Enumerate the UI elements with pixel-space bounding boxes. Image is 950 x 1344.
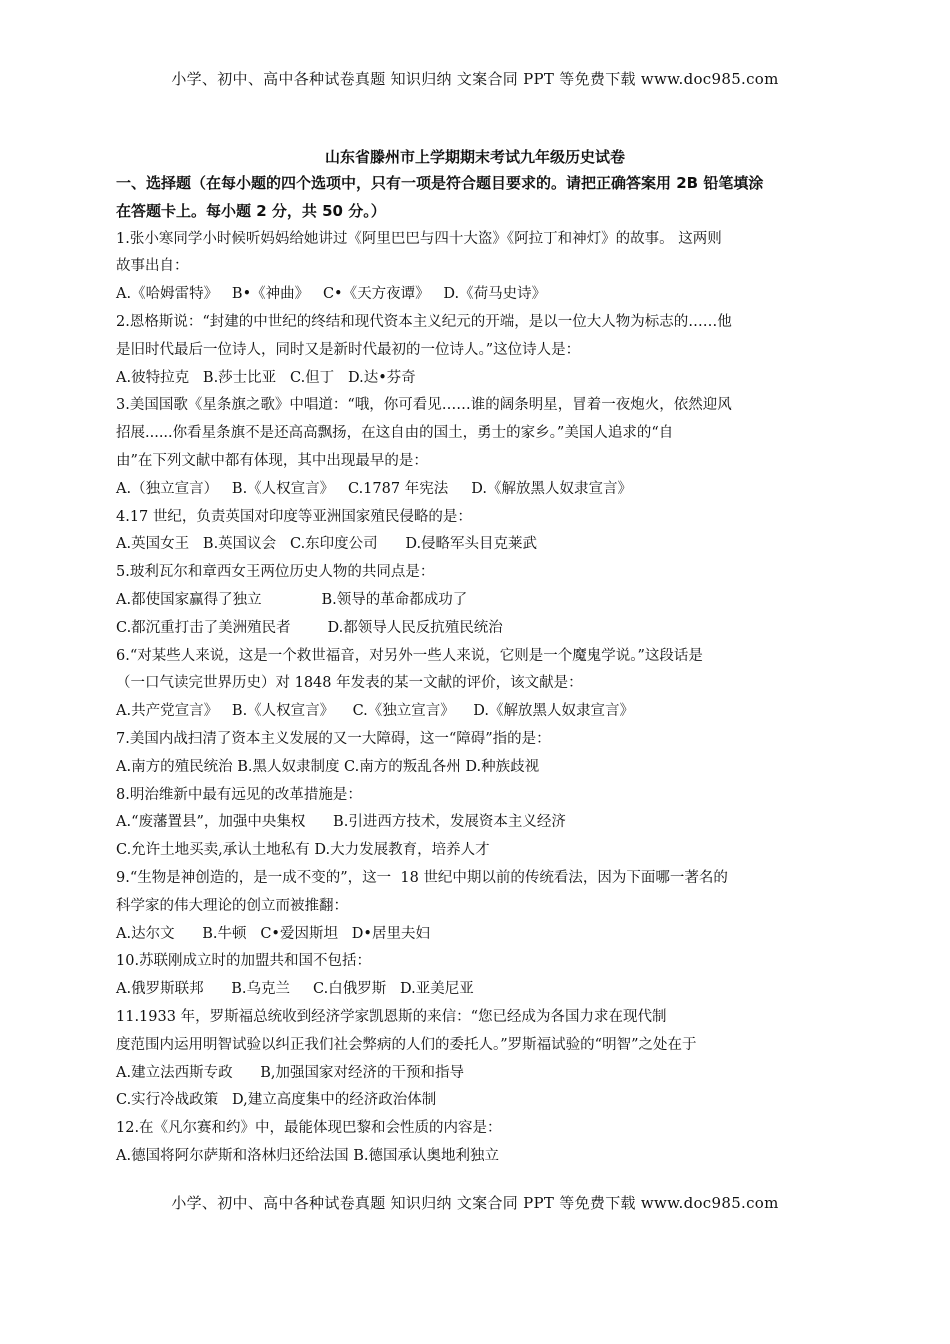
question-options-line: C.允许土地买卖,承认土地私有 D.大力发展教育，培养人才 <box>116 842 490 859</box>
question-options-line: A.英国女王 B.英国议会 C.东印度公司 D.侵略军头目克莱武 <box>116 536 538 553</box>
question-list <box>116 226 836 1171</box>
question-item <box>116 1115 836 1171</box>
question-stem-line: 是旧时代最后一位诗人，同时又是新时代最初的一位诗人。”这位诗人是： <box>116 341 581 358</box>
question-stem-line: 由”在下列文献中都有体现，其中出现最早的是： <box>116 452 428 469</box>
question-stem-line: 度范围内运用明智试验以纠正我们社会弊病的人们的委托人。”罗斯福试验的“明智”之处在于 <box>116 1036 697 1053</box>
question-options-line: C.实行冷战政策 D,建立高度集中的经济政治体制 <box>116 1092 437 1109</box>
question-options-line: C.都沉重打击了美洲殖民者 D.都领导人民反抗殖民统治 <box>116 619 503 636</box>
question-stem-line: 1.张小寒同学小时候听妈妈给她讲过《阿里巴巴与四十大盗》《阿拉丁和神灯》的故事。 这两则 <box>116 230 722 247</box>
question-stem-line: 9.“生物是神创造的，是一成不变的”，这一 18 世纪中期以前的传统看法，因为下面哪一著名的 <box>116 869 728 886</box>
question-options-line: A.“废藩置县”，加强中央集权 B.引进西方技术，发展资本主义经济 <box>116 814 566 831</box>
question-item <box>116 309 836 392</box>
question-stem-line: （一口气读完世界历史）对 1848 年发表的某一文献的评价，该文献是： <box>116 675 583 692</box>
question-stem-line: 故事出自： <box>116 258 189 275</box>
question-stem-line: 12.在《凡尔赛和约》中，最能体现巴黎和会性质的内容是： <box>116 1120 502 1137</box>
question-options-line: A.共产党宣言》 B.《人权宣言》 C.《独立宣言》 D.《解放黑人奴隶宣言》 <box>116 703 634 720</box>
question-item <box>116 726 836 782</box>
question-item <box>116 865 836 948</box>
question-stem-line: 5.玻利瓦尔和章西女王两位历史人物的共同点是： <box>116 564 435 581</box>
question-item <box>116 782 836 865</box>
question-item <box>116 392 836 503</box>
page-header: 小学、初中、高中各种试卷真题 知识归纳 文案合同 PPT 等免费下载 www.doc985.com <box>171 70 779 88</box>
question-options-line: A.《哈姆雷特》 B•《神曲》 C•《天方夜谭》 D.《荷马史诗》 <box>116 286 547 303</box>
page-footer: 小学、初中、高中各种试卷真题 知识归纳 文案合同 PPT 等免费下载 www.doc985.com <box>171 1194 779 1212</box>
question-item <box>116 643 836 726</box>
question-stem-line: 2.恩格斯说：“封建的中世纪的终结和现代资本主义纪元的开端，是以一位大人物为标志的……他 <box>116 313 732 330</box>
section-heading-line: 在答题卡上。每小题 2 分，共 50 分。） <box>116 201 386 220</box>
question-stem-line: 7.美国内战扫清了资本主义发展的又一大障碍，这一“障碍”指的是： <box>116 730 551 747</box>
question-item <box>116 559 836 642</box>
question-options-line: A.德国将阿尔萨斯和洛林归还给法国 B.德国承认奥地利独立 <box>116 1147 499 1164</box>
question-item <box>116 504 836 560</box>
question-stem-line: 科学家的伟大理论的创立而被推翻： <box>116 897 348 914</box>
question-item <box>116 226 836 309</box>
question-options-line: A.都使国家赢得了独立 B.领导的革命都成功了 <box>116 591 468 608</box>
question-stem-line: 10.苏联刚成立时的加盟共和国不包括： <box>116 953 372 970</box>
question-options-line: A.建立法西斯专政 B,加强国家对经济的干预和指导 <box>116 1064 464 1081</box>
question-options-line: A.（独立宣言） B.《人权宣言》 C.1787 年宪法 D.《解放黑人奴隶宣言》 <box>116 480 632 497</box>
document-title: 山东省滕州市上学期期末考试九年级历史试卷 <box>324 148 625 166</box>
question-item <box>116 1004 836 1115</box>
question-stem-line: 11.1933 年，罗斯福总统收到经济学家凯恩斯的来信：“您已经成为各国力求在现代制 <box>116 1008 667 1025</box>
question-options-line: A.彼特拉克 B.莎士比亚 C.但丁 D.达•芬奇 <box>116 369 416 386</box>
section-heading <box>116 170 836 226</box>
question-options-line: A.俄罗斯联邦 B.乌克兰 C.白俄罗斯 D.亚美尼亚 <box>116 981 474 998</box>
question-stem-line: 8.明治维新中最有远见的改革措施是： <box>116 786 362 803</box>
question-stem-line: 4.17 世纪，负责英国对印度等亚洲国家殖民侵略的是： <box>116 508 472 525</box>
question-stem-line: 招展......你看星条旗不是还高高飘扬，在这自由的国土，勇士的家乡。”美国人追求的“自 <box>116 425 674 442</box>
section-heading-line: 一、选择题（在每小题的四个选项中，只有一项是符合题目要求的。请把正确答案用 2B 铅笔填涂 <box>116 174 764 192</box>
question-options-line: A.达尔文 B.牛顿 C•爱因斯坦 D•居里夫妇 <box>116 925 430 942</box>
question-stem-line: 3.美国国歌《星条旗之歌》中唱道：“哦，你可看见……谁的阔条明星，冒着一夜炮火，依然迎风 <box>116 397 732 414</box>
question-item <box>116 948 836 1004</box>
exam-content <box>116 170 836 1171</box>
question-stem-line: 6.“对某些人来说，这是一个救世福音，对另外一些人来说，它则是一个魔鬼学说。”这段话是 <box>116 647 703 664</box>
question-options-line: A.南方的殖民统治 B.黑人奴隶制度 C.南方的叛乱各州 D.种族歧视 <box>116 758 540 775</box>
